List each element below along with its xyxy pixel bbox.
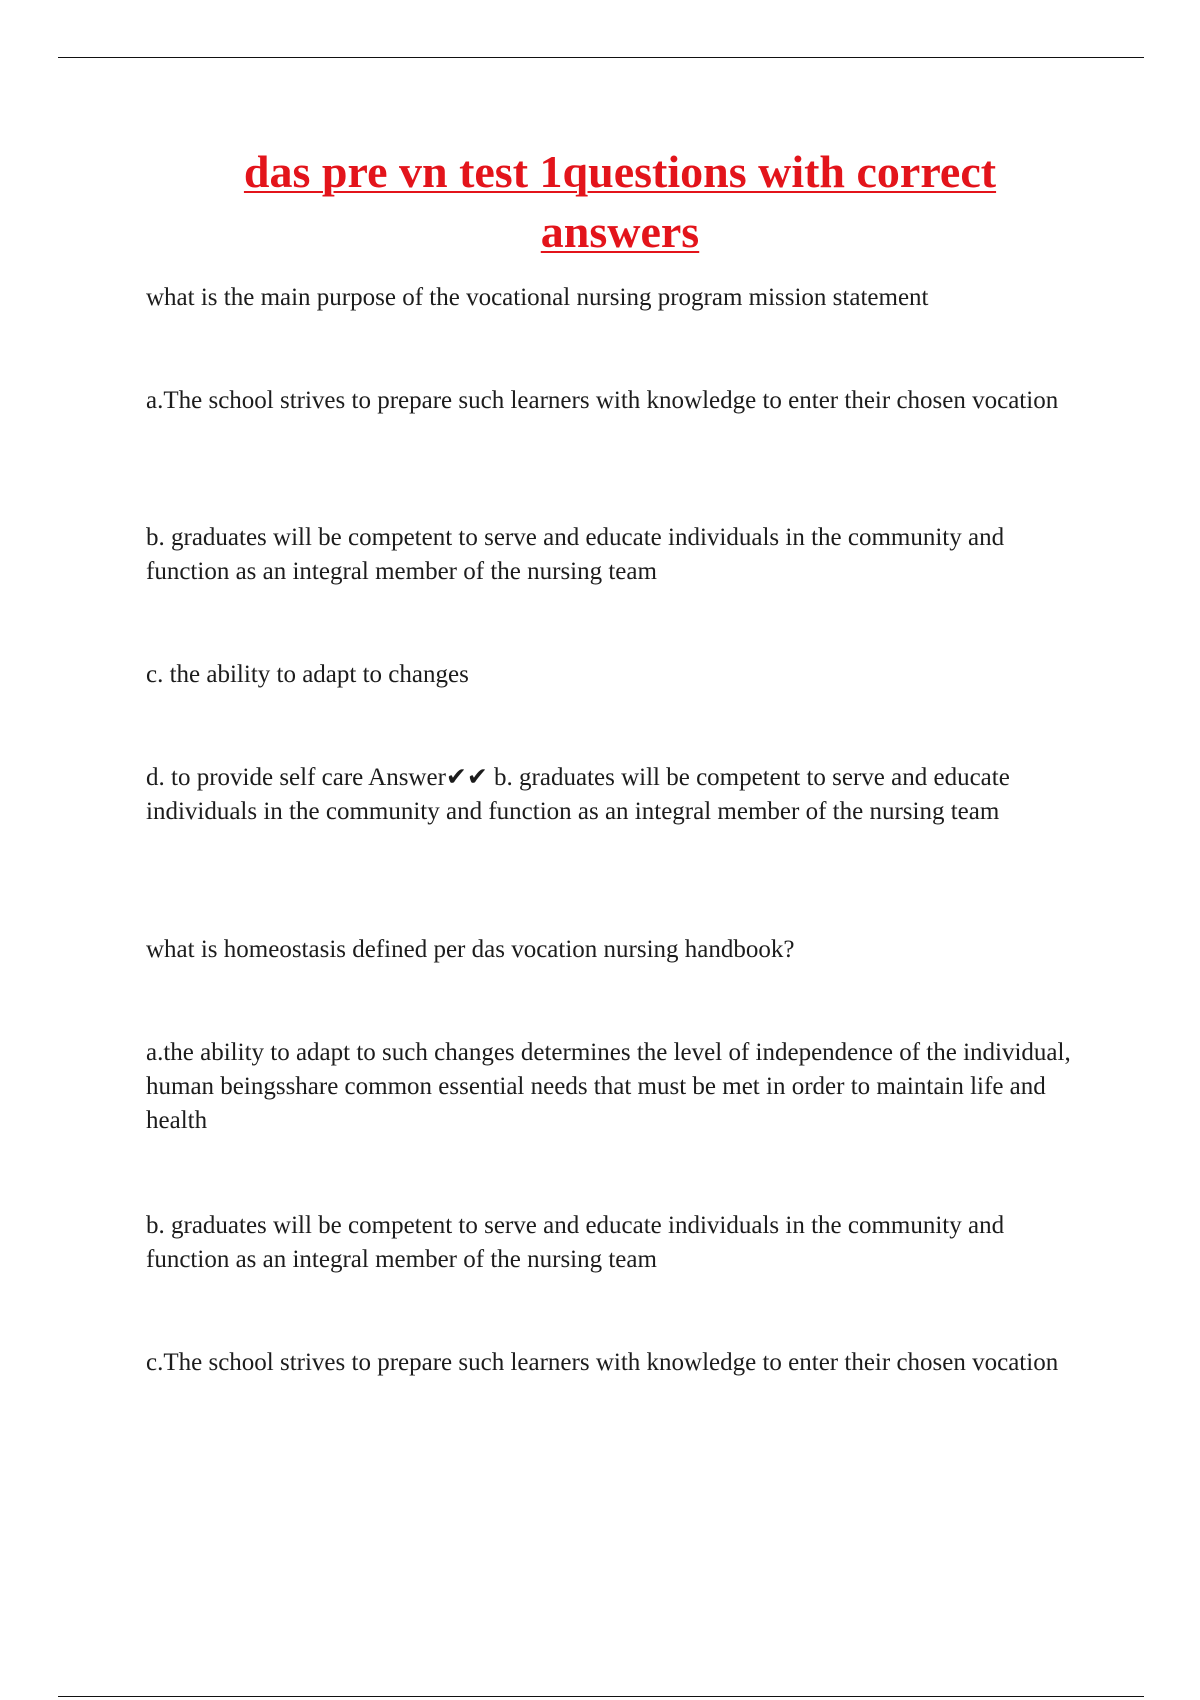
- question-1-option-c: c. the ability to adapt to changes: [146, 661, 469, 688]
- top-divider: [58, 57, 1144, 58]
- question-2-option-c: c.The school strives to prepare such learners with knowledge to enter their chosen vocation: [146, 1349, 1059, 1376]
- question-2-option-a: a.the ability to adapt to such changes determines the level of independence of the individual, human beingsshare common essential needs that must be met in order to maintain life and health: [146, 1039, 1071, 1134]
- question-2: what is homeostasis defined per das vocation nursing handbook?: [146, 936, 795, 963]
- bottom-divider: [58, 1696, 1144, 1697]
- document-title: das pre vn test 1questions with correct answers: [243, 146, 997, 257]
- question-1-option-b: b. graduates will be competent to serve and educate individuals in the community and function as an integral member of the nursing team: [146, 524, 1005, 585]
- question-2-option-b: b. graduates will be competent to serve and educate individuals in the community and function as an integral member of the nursing team: [146, 1212, 1005, 1273]
- question-1-option-a: a.The school strives to prepare such learners with knowledge to enter their chosen vocation: [146, 387, 1059, 414]
- question-1-option-d-answer: d. to provide self care Answer✔✔ b. graduates will be competent to serve and educate individuals in the community and function as an integral member of the nursing team: [146, 764, 1010, 825]
- question-1: what is the main purpose of the vocational nursing program mission statement: [146, 284, 929, 311]
